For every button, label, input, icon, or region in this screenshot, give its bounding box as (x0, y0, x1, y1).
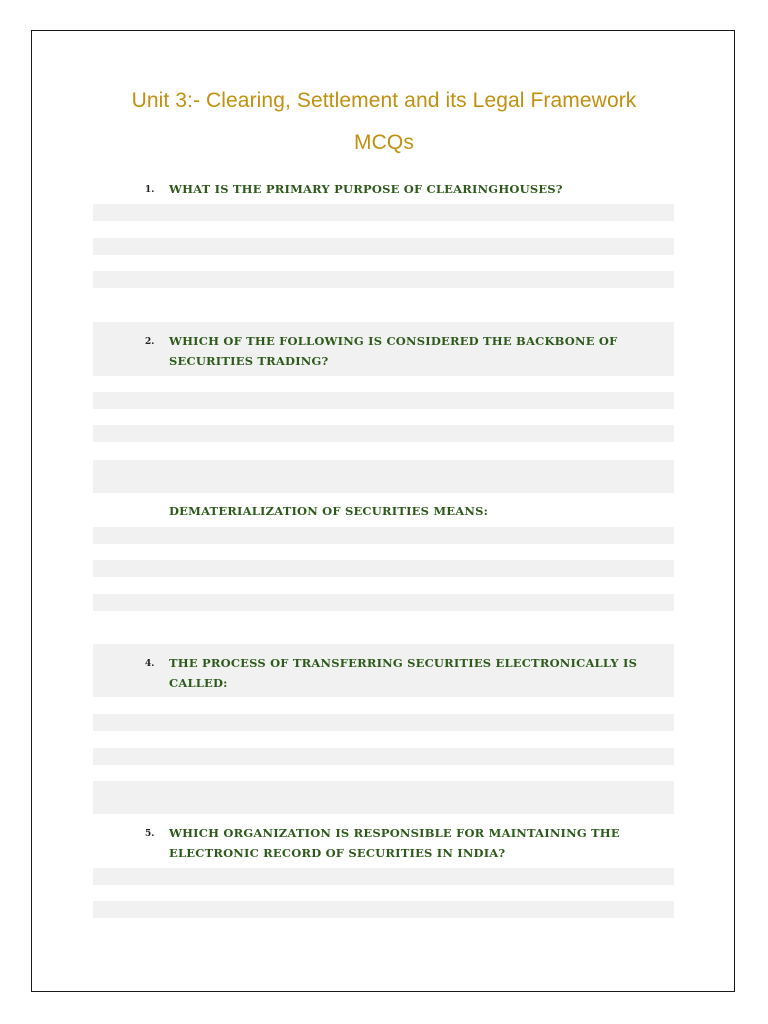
answer-line (93, 238, 674, 255)
answer-line (93, 560, 674, 577)
question-text: DEMATERIALIZATION OF SECURITIES MEANS: (169, 504, 489, 518)
question-number: 5. (145, 829, 155, 839)
question-text: WHICH ORGANIZATION IS RESPONSIBLE FOR MAINTAINING THE ELECTRONIC RECORD OF SECURITIES IN INDIA? (169, 826, 620, 860)
answer-line (93, 392, 674, 409)
answer-line (93, 425, 674, 442)
answer-line (93, 714, 674, 731)
question-number: 2. (145, 337, 155, 347)
answer-line (93, 271, 674, 288)
answer-line (93, 527, 674, 544)
answer-line (93, 748, 674, 765)
answer-line (93, 460, 674, 493)
document-title: Unit 3:- Clearing, Settlement and its Legal Framework (131, 89, 637, 112)
document-subtitle: MCQs (354, 131, 414, 154)
question-text: WHICH OF THE FOLLOWING IS CONSIDERED THE BACKBONE OF SECURITIES TRADING? (169, 334, 618, 368)
answer-line (93, 781, 674, 814)
answer-line (93, 868, 674, 885)
question-text: WHAT IS THE PRIMARY PURPOSE OF CLEARINGHOUSES? (169, 182, 563, 196)
answer-line (93, 204, 674, 221)
question-text: THE PROCESS OF TRANSFERRING SECURITIES ELECTRONICALLY IS CALLED: (169, 656, 638, 690)
answer-line (93, 901, 674, 918)
question-number: 1. (145, 185, 155, 195)
answer-line (93, 594, 674, 611)
question-number: 4. (145, 659, 155, 669)
